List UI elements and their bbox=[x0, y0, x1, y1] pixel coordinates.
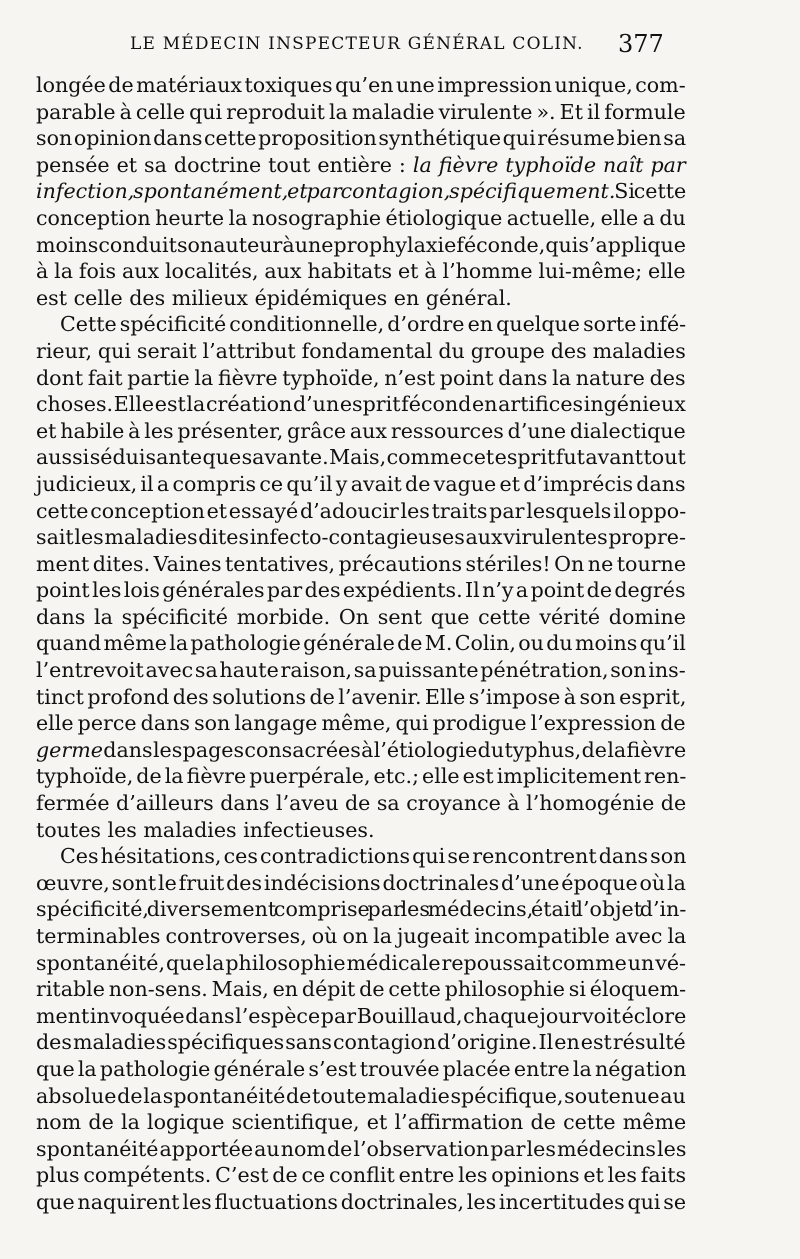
text-line bbox=[36, 1083, 686, 1110]
text-segment: pensée et sa doctrine tout entière : bbox=[36, 152, 406, 177]
text-segment: judicieux, il a compris ce qu’il y avait de vague et d’imprécis dans bbox=[36, 471, 686, 496]
text-segment: l’entrevoit avec sa haute raison, sa puissante pénétration, son ins- bbox=[36, 658, 686, 683]
text-line bbox=[60, 843, 686, 870]
paragraph-2-body bbox=[36, 338, 686, 843]
text-segment: fermée d’ailleurs dans l’aveu de sa croyance à l’homogénie de bbox=[36, 791, 687, 816]
text-line bbox=[36, 923, 686, 950]
text-line bbox=[60, 311, 686, 338]
text-line bbox=[36, 1109, 686, 1136]
text-line bbox=[36, 1056, 686, 1083]
paragraph-1 bbox=[36, 72, 686, 311]
text-segment: conception heurte la nosographie étiologique actuelle, elle a du bbox=[36, 205, 686, 230]
paragraph-2 bbox=[36, 311, 686, 338]
text-segment: tinct profond des solutions de l’avenir. Elle s’impose à son esprit, bbox=[36, 684, 687, 709]
text-segment: à la fois aux localités, aux habitats et à l’homme lui-même; elle bbox=[36, 259, 686, 284]
text-segment: Si cette bbox=[615, 179, 687, 204]
text-line bbox=[36, 391, 686, 418]
text-segment: dans la spécificité morbide. On sent que cette vérité domine bbox=[36, 604, 686, 629]
text-line bbox=[36, 950, 686, 977]
text-segment: et habile à les présenter, grâce aux ressources d’une dialectique bbox=[36, 418, 686, 443]
text-segment: des maladies spécifiques sans contagion d’origine. Il en est résulté bbox=[36, 1030, 686, 1055]
text-segment: moins conduit son auteur à une prophylaxie féconde, qui s’applique bbox=[36, 232, 686, 257]
text-line bbox=[36, 630, 686, 657]
text-line bbox=[36, 604, 686, 631]
text-segment: son opinion dans cette proposition synthétique qui résume bien sa bbox=[36, 126, 687, 151]
running-title: LE MÉDECIN INSPECTEUR GÉNÉRAL COLIN. bbox=[130, 34, 584, 54]
text-line bbox=[36, 817, 686, 844]
text-line bbox=[36, 524, 686, 551]
text-segment: cette conception et essayé d’adoucir les traits par lesquels il oppo- bbox=[36, 498, 687, 523]
italic-phrase: la fièvre typhoïde naît par bbox=[412, 152, 686, 177]
text-segment: rieur, qui serait l’attribut fondamental du groupe des maladies bbox=[36, 338, 686, 363]
text-segment: absolue de la spontanéité de toute maladie spécifique, soutenue au bbox=[36, 1083, 686, 1108]
text-line bbox=[36, 285, 686, 312]
text-line bbox=[36, 1136, 686, 1163]
text-line bbox=[36, 444, 686, 471]
text-line bbox=[36, 976, 686, 1003]
page-header bbox=[36, 30, 686, 64]
text-line bbox=[36, 152, 686, 179]
text-line bbox=[36, 870, 686, 897]
text-segment: sait les maladies dites infecto-contagieuses aux virulentes propre- bbox=[36, 525, 686, 550]
text-segment: ritable non-sens. Mais, en dépit de cette philosophie si éloquem- bbox=[36, 977, 687, 1002]
text-line bbox=[36, 418, 686, 445]
text-line bbox=[36, 1003, 686, 1030]
text-segment: longée de matériaux toxiques qu’en une impression unique, com- bbox=[36, 73, 686, 97]
text-segment: que naquirent les fluctuations doctrinales, les incertitudes qui se bbox=[36, 1189, 687, 1214]
text-segment: point les lois générales par des expédients. Il n’y a point de degrés bbox=[36, 578, 686, 603]
text-segment: spécificité, diversement comprise par les médecins, était l’objet d’in- bbox=[36, 897, 687, 922]
text-segment: plus compétents. C’est de ce conflit entre les opinions et les faits bbox=[36, 1163, 687, 1188]
text-line bbox=[36, 896, 686, 923]
text-segment: ment dites. Vaines tentatives, précautions stériles! On ne tourne bbox=[36, 551, 687, 576]
text-line bbox=[36, 178, 686, 205]
italic-phrase: infection, spontanément, et par contagion, spécifiquement. bbox=[36, 179, 616, 204]
text-line bbox=[36, 232, 686, 259]
text-line bbox=[36, 125, 686, 152]
text-segment: terminables controverses, où on la jugeait incompatible avec la bbox=[36, 924, 687, 948]
paragraph-3-body bbox=[36, 870, 686, 1216]
text-segment: aussi séduisante que savante. Mais, comme cet esprit fut avant tout bbox=[36, 445, 686, 470]
italic-word: germe bbox=[36, 737, 103, 762]
text-segment: nom de la logique scientifique, et l’affirmation de cette même bbox=[36, 1110, 687, 1135]
text-line bbox=[36, 205, 686, 232]
text-line bbox=[36, 1162, 686, 1189]
text-line bbox=[36, 338, 686, 365]
text-line bbox=[36, 710, 686, 737]
text-segment: elle perce dans son langage même, qui prodigue l’expression de bbox=[36, 711, 686, 736]
text-segment: parable à celle qui reproduit la maladie virulente ». Et il formule bbox=[36, 99, 686, 124]
text-segment: spontanéité apportée au nom de l’observation par les médecins les bbox=[36, 1136, 687, 1161]
text-segment: dans les pages consacrées à l’étiologie du typhus, de la fièvre bbox=[102, 737, 687, 762]
text-segment: que la pathologie générale s’est trouvée placée entre la négation bbox=[36, 1056, 687, 1081]
text-segment: toutes les maladies infectieuses. bbox=[36, 817, 375, 842]
text-segment: ment invoquée dans l’espèce par Bouillaud, chaque jour voit éclore bbox=[36, 1003, 687, 1028]
text-line bbox=[36, 1189, 686, 1216]
text-segment: est celle des milieux épidémiques en général. bbox=[36, 285, 512, 310]
text-line bbox=[36, 1029, 686, 1056]
text-line bbox=[36, 99, 686, 126]
text-segment: œuvre, sont le fruit des indécisions doctrinales d’une époque où la bbox=[36, 870, 686, 895]
text-line bbox=[36, 790, 686, 817]
text-line bbox=[36, 577, 686, 604]
text-line bbox=[36, 657, 686, 684]
text-line bbox=[36, 365, 686, 392]
text-line bbox=[36, 763, 686, 790]
text-segment: typhoïde, de la fièvre puerpérale, etc.; elle est implicitement ren- bbox=[36, 764, 687, 789]
text-line bbox=[36, 498, 686, 525]
text-segment: spontanéité, que la philosophie médicale repoussait comme un vé- bbox=[36, 950, 686, 975]
text-line bbox=[36, 72, 686, 99]
text-line bbox=[36, 737, 686, 764]
text-line bbox=[36, 684, 686, 711]
text-line bbox=[36, 471, 686, 498]
body-text bbox=[36, 72, 686, 1216]
text-line bbox=[36, 258, 686, 285]
page-number: 377 bbox=[618, 30, 664, 58]
text-segment: dont fait partie la fièvre typhoïde, n’est point dans la nature des bbox=[36, 365, 686, 390]
text-segment: Cette spécificité conditionnelle, d’ordre en quelque sorte infé- bbox=[60, 312, 687, 337]
text-segment: Ces hésitations, ces contradictions qui se rencontrent dans son bbox=[60, 844, 687, 869]
text-segment: quand même la pathologie générale de M. Colin, ou du moins qu’il bbox=[36, 631, 686, 656]
paragraph-3 bbox=[36, 843, 686, 870]
text-segment: choses. Elle est la création d’un esprit fécond en artifices ingénieux bbox=[36, 392, 686, 417]
text-line bbox=[36, 551, 686, 578]
